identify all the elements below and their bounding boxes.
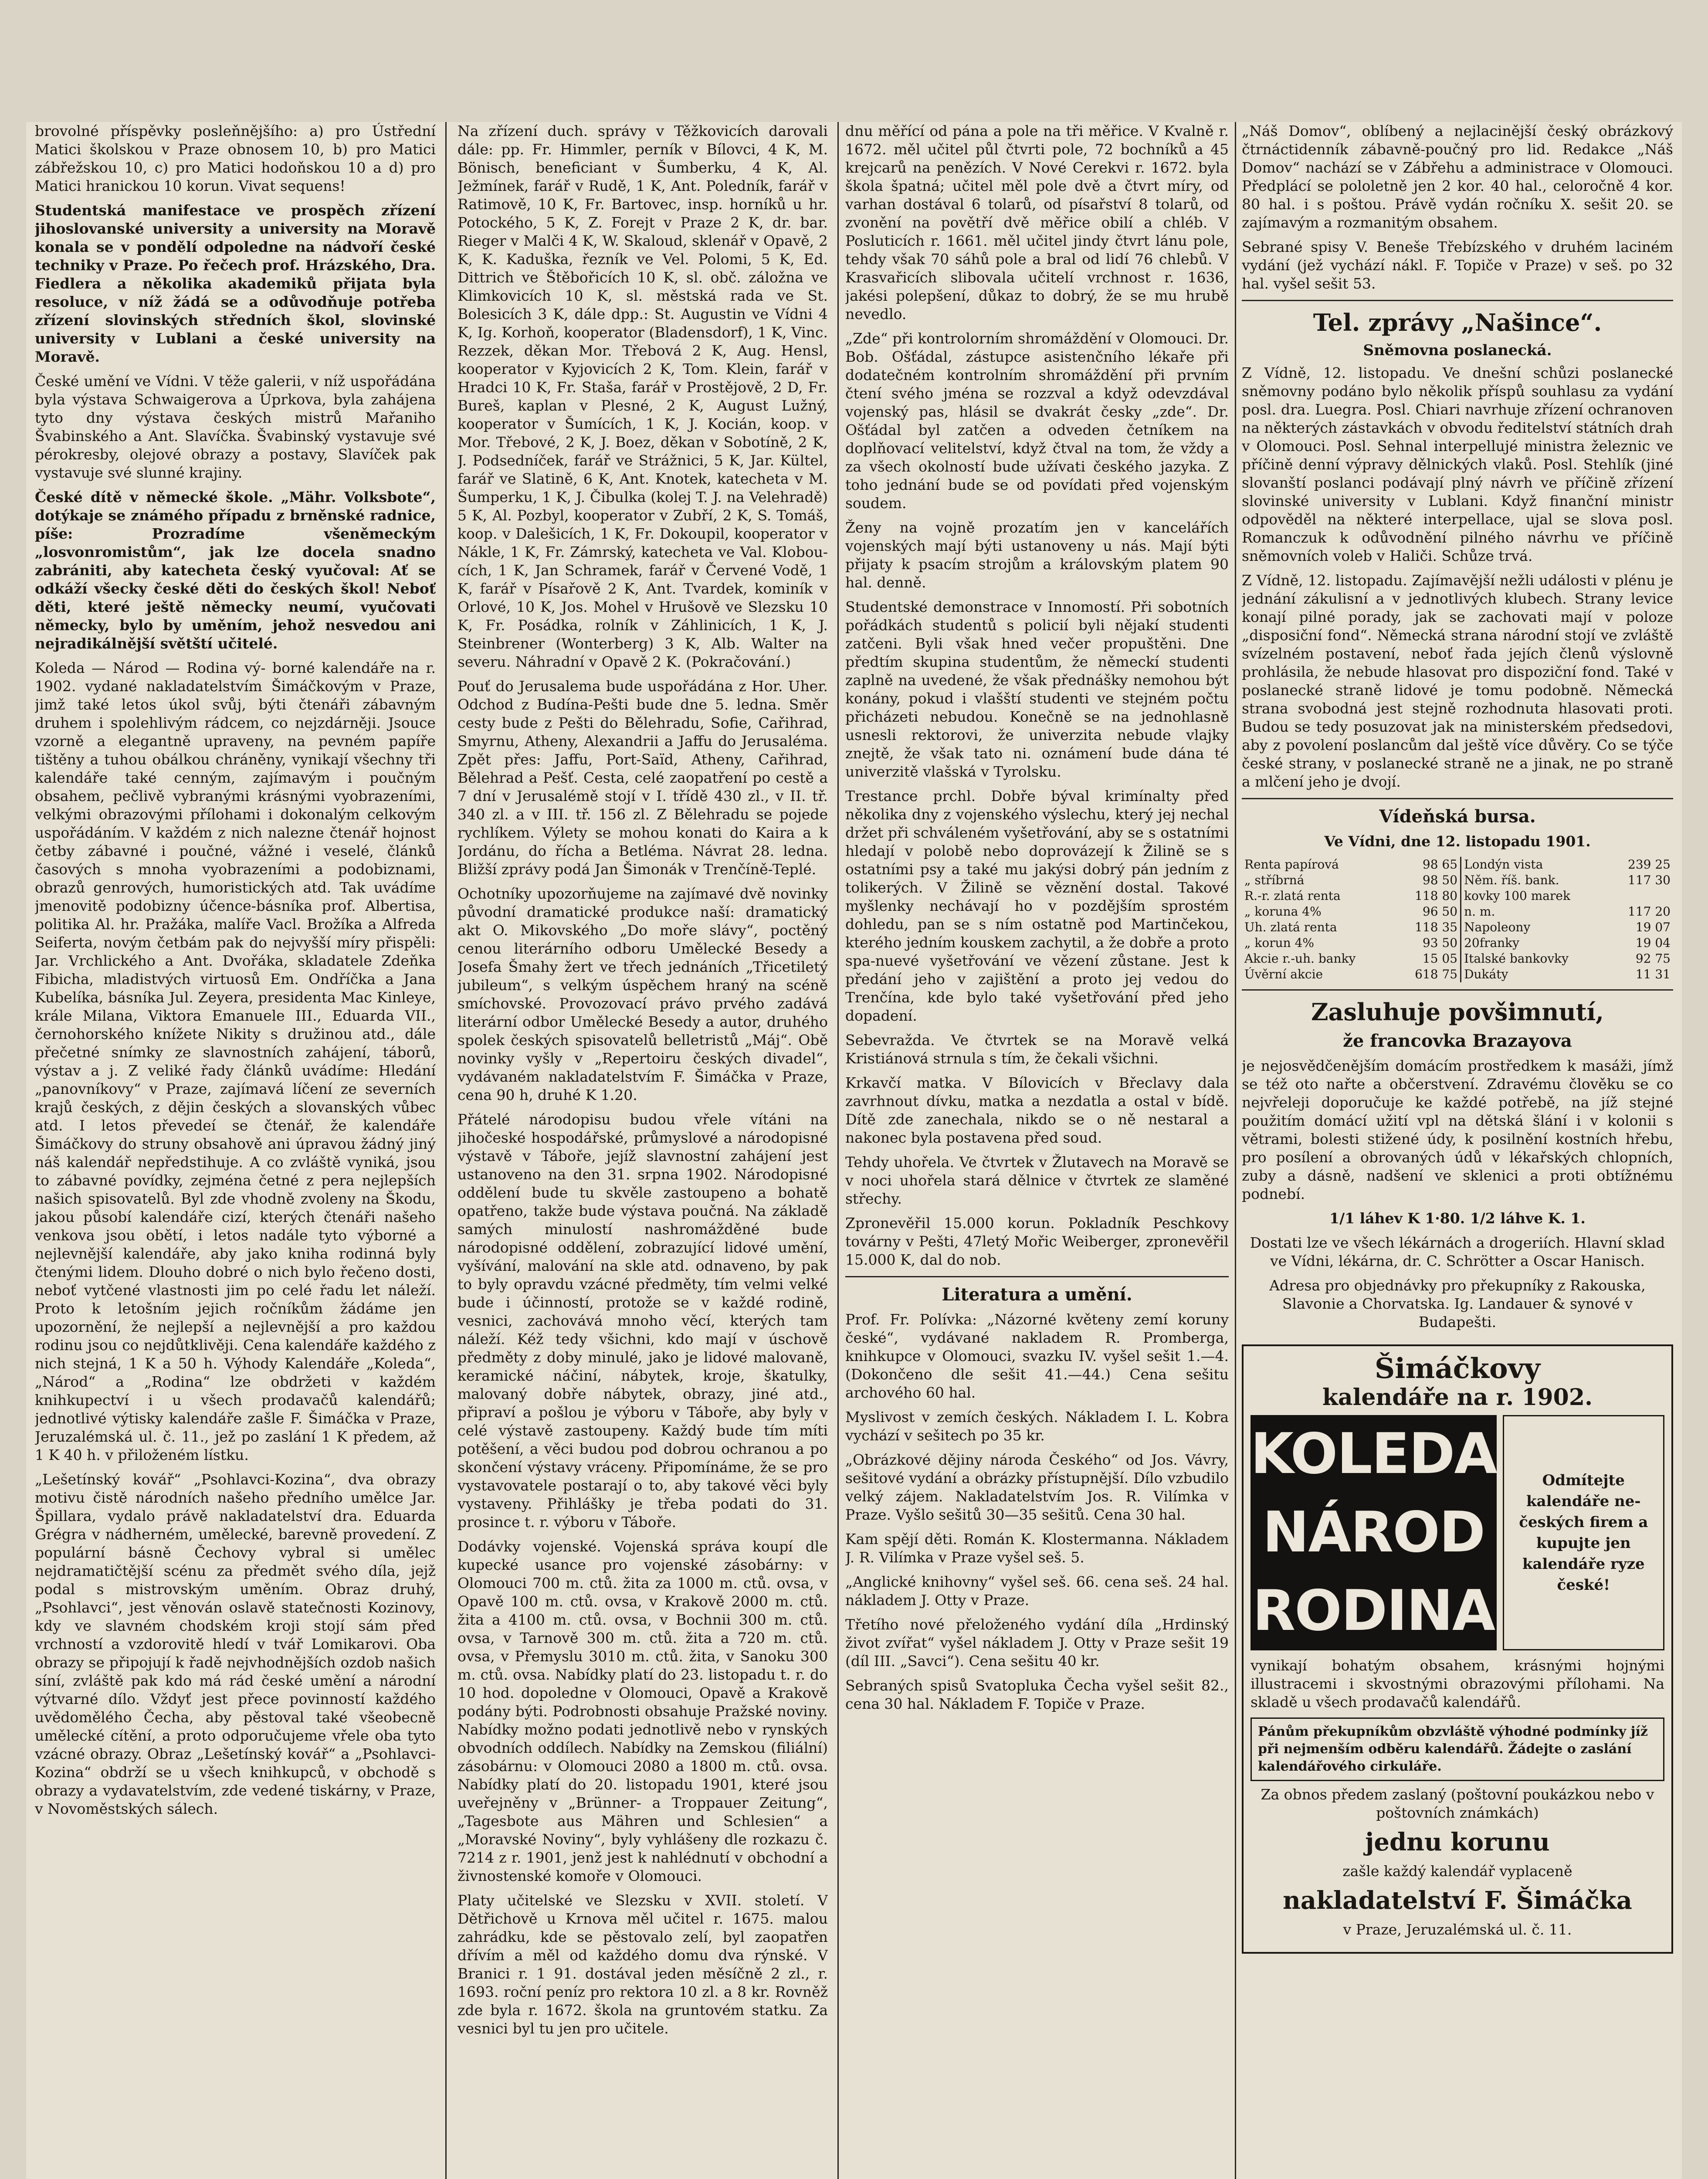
- ad-subheading-brazay: že francovka Brazayova: [1343, 1031, 1572, 1051]
- bursa-cell: 98 50: [1422, 873, 1458, 887]
- bursa-row: [1242, 857, 1673, 872]
- lit-item-novel: Kam spějí děti. Román K. Klostermanna. Nákladem J. R. Vilímka v Praze vyšel seš. 5.: [845, 1531, 1229, 1566]
- article-military-supplies: Dodávky vojenské. Vojenská správa koupí dle kupecké usance pro vojenské zásobárny: v Olomouci 700 m. ctů. žita za 1000 m. ctů. ovsa, v Opavě 100 m. ctů. ovsa, v Krakově 2000 m. ctů. žita a 4100 m. ctů. ovsa, v Bochnii 300 m. ctů. ovsa, v Tarnově 300 m. ctů. žita a 720 m. ctů. ovsa, v Přemyslu 3010 m. ctů. žita, v Sanoku 300 m. ctů. ovsa. Nabídky platí do 23. listopadu t. r. do 10 hod. dopoledne v Olomouci, Opavě a Krakově podány býti. Podrobnosti obsahuje Pražské noviny. Nabídky možno podati jednotlivě nebo v rynských obvodních oddílech. Nabídky na Zemskou (filiální) zásobárnu: v Olomouci 2080 a 1800 m. ctů. ovsa. Nabídky platí do 20. listopadu 1901, které jsou uveřejněny v „Brünner- a Troppauer Zeitung“, „Tagesbote aus Mähren und Schlesien“ a „Moravské Noviny“, byly vyhlášeny dle rozkazu č. 7214 z r. 1901, jenž jest k nahlédnutí v obchodní a živnostenské komoře v Olomouci.: [458, 1538, 828, 1884]
- column-4: [1242, 122, 1673, 2179]
- article-tezkovice-donations: Na zřízení duch. správy v Těžkovicích darovali dále: pp. Fr. Himmler, perník v Bílovci, 4 K, M. Bönisch, beneficiant v Šumberku, 4 K, Al. Ježmínek, farář v Rudě, 1 K, Ant. Poledník, farář v Ratimově, 10 K, Fr. Bartovec, insp. horníků u hr. Potockého, 5 K, Z. Forejt v Praze 2 K, dr. bar. Rieger v Malči 4 K, W. Skaloud, sklenář v Opavě, 2 K, K. Kaduška, řezník ve Vel. Polomi, 5 K, Ed. Dittrich ve Štěbořicích 10 K, sl. obč. záložna ve Klimkovicích 10 K, sl. městská rada ve St. Bolesicích 3 K, dále dpp.: St. Augustin ve Vídni 4 K, Ig. Korhoň, kooperator (Bladensdorf), 1 K, Vinc. Rezzek, děkan Mor. Třebová 2 K, Aug. Hensl, kooperator v Kyjovicích 2 K, Tom. Klein, farář v Hradci 10 K, Fr. Staša, farář v Prostějově, 2 D, Fr. Bureš, kaplan v Plesné, 2 K, August Lužný, kooperator v Šumících, 1 K, J. Kocián, koop. v Mor. Třebové, 2 K, J. Boez, děkan v Sobotíně, 2 K, J. Podsedníček, farář ve Strážnici, 5 K, Jar. Kültel, farář ve Slatině, 6 K, Ant. Knotek, katecheta v M. Šumperku, 1 K, J. Čibulka (kolej T. J. na Velehradě) 5 K, Al. Pozbyl, kooperator v Zubří, 2 K, S. Tomáš, koop. v Dalešicích, 1 K, Fr. Dokoupil, kooperator v Nákle, 1 K, Fr. Zámrský, katecheta ve Val. Klobou-cích, 1 K, Jan Schramek, farář v Červené Vodě, 1 K, farář v Písařově 2 K, Ant. Tvardek, kominík v Orlové, 10 K, Jos. Mohel v Hrušově ve Slezsku 10 K, Fr. Posádka, rolník v Záhlinicích, 1 K, J. Steinbrener (Wonterberg) 3 K, Alb. Walter na severu. Náhradní v Opavě 2 K. (Pokračování.): [458, 122, 828, 670]
- order-note-2: zašle každý kalendář vyplaceně: [1342, 1863, 1572, 1880]
- lit-item-cech-works: Sebraných spisů Svatopluka Čecha vyšel sešit 82., cena 30 hal. Nákladem F. Topiče v Praze.: [845, 1677, 1229, 1712]
- calendar-description: vynikají bohatým obsahem, krásnými hojnými illustracemi i skvostnými obrazovými přílohami. Na skladě u všech prodavačů kalendářů.: [1250, 1657, 1664, 1711]
- lit-item-hunting: Myslivost v zemích českých. Nákladem I. L. Kobra vychází v sešitech po 35 kr.: [845, 1409, 1229, 1444]
- article-women-army: Ženy na vojně prozatím jen v kancelářích vojenských mají býti ustanoveny u nás. Mají býti přijaty k psacím strojům a královským platem 90 hal. denně.: [845, 519, 1229, 591]
- bursa-row: [1242, 935, 1673, 951]
- bursa-row: [1242, 904, 1673, 920]
- retailer-notice: Pánům překupníkům obzvláště výhodné podmínky jíž při nejmenším odběru kalendářů. Žádejte o zaslání kalendářového cirkuláře.: [1250, 1717, 1664, 1781]
- column-3: [845, 122, 1229, 2179]
- order-note: Za obnos předem zaslaný (poštovní poukázkou nebo v poštovních známkách): [1261, 1786, 1654, 1821]
- calendar-logo-block: [1250, 1415, 1664, 1650]
- column-rule: [837, 122, 839, 2179]
- bursa-cell: 96 50: [1422, 904, 1458, 919]
- article-suicide: Sebevražda. Ve čtvrtek se na Moravě velká Kristiánová strnula s tím, že čekali všichni.: [845, 1032, 1229, 1067]
- article-burned: Tehdy uhořela. Ve čtvrtek v Žlutavech na Moravě se v noci uhořela stará dělnice v čtvrtek ze slaměné střechy.: [845, 1154, 1229, 1207]
- bursa-cell: 19 04: [1635, 936, 1671, 950]
- bursa-cell: Úvěrní akcie: [1244, 967, 1323, 981]
- section-divider: [845, 1276, 1229, 1277]
- calendar-name-rodina: RODINA: [1252, 1578, 1494, 1643]
- article-zde-olomouc: „Zde“ při kontrolorním shromáždění v Olomouci. Dr. Bob. Ošťádal, zástupce asistenčního lékaře při dodatečném kontrolním shromáždění při prvním čtení svého jména se rozzval a když odevzdával vojenský pas, hlásil se dvakrát česky „zde“. Dr. Ošťádal byl zatčen a odveden četníkem na doplňovací velitelství, když čtval na tom, že vždy a za všech okolností bude užívati českého jazyka. Z toho jednání bude se od povídati před vojenským soudem.: [845, 330, 1229, 512]
- report-vienna-2: Z Vídně, 12. listopadu. Zajímavější nežli události v plénu je jednání zákulisní a v jednotlivých klubech. Strany levice konají pilné porady, jak se zachovati mají v poloze „disposiční fond“. Německá strana národní stojí ve zvláště svízelném postavení, neboť řada jejích členů výslovně prohlásila, že nebude hlasovat pro dispoziční fond. Také v poslanecké straně lidové je tomu podobně. Německá strana svobodná jest stejně rozhodnuta hlasovati proti. Budou se tedy posuzovat jak na ministerském předsedovi, aby z povolení poslancům dal ještě více důvěry. Co se týče české strany, v poslanecké straně ne a jinak, ne po straně a mlčení jeho je dvojí.: [1242, 572, 1673, 790]
- newspaper-page: [26, 122, 1682, 2179]
- column-rule: [1235, 122, 1236, 2179]
- bursa-row: [1242, 967, 1673, 982]
- publisher-address: v Praze, Jeruzalémská ul. č. 11.: [1343, 1921, 1572, 1938]
- bursa-cell: R.-r. zlatá renta: [1244, 889, 1341, 903]
- bursa-cell: 15 05: [1422, 951, 1458, 966]
- report-vienna-1: Z Vídně, 12. listopadu. Ve dnešní schůzi poslanecké sněmovny podáno bylo několik příspů souhlasu za vydání posl. dra. Luegra. Posl. Chiari navrhuje zřízení ochranoven na některých zástavkách v obvodu ředitelství státních drah v Olomouci. Posl. Sehnal interpellujé ministra železnic ve příčině denní výpravy dělnických vlaků. Posl. Stehlík (jiné slovanští poslanci podávají plný návrh ve příčině zřízení slovinské university v Lublani. Když finanční ministr odpověděl na některé interpellace, ujal se slova posl. Romanczuk k odůvodnění pilného návrhu ve příčině sněmovních voleb v Haliči. Schůze trvá.: [1242, 364, 1673, 564]
- article-czech-art-vienna: České umění ve Vídni. V těže galerii, v níž uspořádána byla výstava Schwaigerova a Úprkova, byla zahájena tyto dny výstava českých mistrů Mařaniho Švabinského a Ant. Slavíčka. Švabinský vystavuje své pérokresby, olejové obrazy a postavy, Slavíček pak vystavuje své slunné krajiny.: [35, 373, 436, 481]
- ad-brazay-price: 1/1 láhev K 1·80. 1/2 láhve K. 1.: [1329, 1210, 1586, 1227]
- section-heading-literature: Literatura a umění.: [942, 1284, 1132, 1305]
- bursa-cell: n. m.: [1461, 904, 1610, 920]
- bursa-cell: Něm. říš. bank.: [1461, 872, 1610, 888]
- lit-item-english-library: „Anglické knihovny“ vyšel seš. 66. cena seš. 24 hal. nákladem J. Otty v Praze.: [845, 1573, 1229, 1609]
- bursa-date: Ve Vídni, dne 12. listopadu 1901.: [1324, 833, 1591, 850]
- article-czech-child-german-school: České dítě v německé škole. „Mähr. Volksbote“, dotýkaje se známého případu z brněnské radnice, píše: Prozradíme všeněmeckým „losvonromistům“, jak lze docela snadno zabrániti, aby katecheta český vyučoval: Ať se odkáží všecky české děti do českých škol! Neboť děti, které ještě německy neumí, vyučovati německy, bylo by uměním, jehož nesvedou ani nejradikálnější světští učitelé.: [35, 489, 436, 652]
- bursa-cell: „ koruna 4%: [1244, 904, 1322, 919]
- ad-calendar-title: Šimáčkovy: [1374, 1352, 1541, 1385]
- article-embezzlement: Zpronevěřil 15.000 korun. Pokladník Peschkovy továrny v Pešti, 47letý Mořic Weiberger, zpronevěřil 15.000 K, dal do nob.: [845, 1215, 1229, 1268]
- calendar-name-koleda: KOLEDA: [1250, 1422, 1497, 1487]
- bursa-cell: Italské bankovky: [1461, 951, 1610, 967]
- bursa-cell: 92 75: [1635, 951, 1671, 966]
- bursa-cell: 117 20: [1628, 904, 1671, 919]
- calendar-name-narod: NÁROD: [1262, 1500, 1485, 1565]
- bursa-row: [1242, 920, 1673, 935]
- article-student-manifestation: Studentská manifestace ve prospěch zřízení jihoslovanské university a university na Moravě konala se v pondělí odpoledne na nádvoří české techniky v Praze. Po řečech prof. Hrázského, Dra. Fiedlera a několika akademiků přijata byla resoluce, v níž žádá se a odůvodňuje potřeba zřízení slovinských středních škol, slovinské university v Lublani a české university na Moravě.: [35, 202, 436, 365]
- lit-item-animal-life: Třetího nové přeloženého vydání díla „Hrdinský život zvířat“ vyšel nákladem J. Otty v Praze sešit 19 (díl III. „Savci“). Cena sešitu 40 kr.: [845, 1616, 1229, 1670]
- ad-brazay-text: je nejosvědčenějším domácím prostředkem k masáži, jímž se též oto nařte a občerstvení. Zdravému člověku se co nejvřeleji doporučuje ke každé potřebě, na jíž stejné použitím domácí užití vpl na dětská šlání i v kolonii s větrami, bolesti stižené údy, k posilnění kostních hřebu, pro posílení a obrovaných údů v lékařských chlopních, zuby a dásně, nadšení ve sklenici a proti obtížnému podnebí.: [1242, 1057, 1673, 1202]
- article-raven-mother: Krkavčí matka. V Bílovicích v Břeclavy dala zavrhnout dívku, matka a nezdatla a ostal v bídě. Dítě zde zanechala, nikdo se o ně nestaral a nakonec byla postavena před soud.: [845, 1074, 1229, 1146]
- bursa-cell: 117 30: [1628, 873, 1671, 887]
- article-ethnography-exhibition: Přátelé národopisu budou vřele vítáni na jihočeské hospodářské, průmyslové a národopisné výstavě v Táboře, jejíž slavnostní zahájení jest ustanoveno na den 31. srpna 1902. Národopisné oddělení bude tu skvěle zastoupeno a bohatě opatřeno, takže bude výstava poučná. Na základě samých minulostí nashromážděné bude národopisné oddělení, zobrazující lidové umění, vyšívání, malování na skle atd. odnaveno, by pak to byly opravdu vzácné předměty, tím velmi velké bude i účinností, protože se v každé rodině, vesnici, zachovává mnoho věcí, kterých tam náleží. Kéž tedy všichni, kdo mají v úschově předměty z doby minulé, jako je lidové malovaně, keramické náčiní, nábytek, kroje, škatulky, malovaný dobře nábytek, obrazy, jiné atd., připraví a pošlou je výboru v Táboře, aby byly v celé výstavě zastoupeny. Každý bude tím míti potěšení, a věci budou pod dobrou ochranou a po skončení výstavy vráceny. Připomínáme, že se pro vystavovatele postarají o to, aby takové věci byly vystaveny. Přihlášky je třeba podati do 31. prosince t. r. výboru v Táboře.: [458, 1111, 828, 1531]
- publisher-name: nakladatelství F. Šimáčka: [1283, 1886, 1632, 1915]
- article-teacher-salaries-cont: dnu měřící od pána a pole na tři měřice. V Kvalně r. 1672. měl učitel půl čtvrti pole, 72 bochníků a 45 krejcarů na penězích. V Nové Cerekvi r. 1672. byla škola špatná; učitel měl pole dvě a čtvrt míry, od varhan dostával 6 tolarů, od písařství 8 tolarů, od zvonění na povětří dvě měřice obilí a chléb. V Posluticích r. 1661. měl učitel jindy čtvrt lánu pole, tehdy však 70 sáhů pole a bral od lidí 76 chlebů. V Krasvařicích slibovala učitelí vrchnost r. 1636, jakési polepšení, důkaz to dobrý, že se mu hrubě nevedlo.: [845, 122, 1229, 322]
- calendar-advertisement: [1242, 1344, 1673, 1954]
- lit-item-flora: Prof. Fr. Polívka: „Názorné květeny zemí koruny české“, vydávané nakladem R. Promberga, knihkupce v Olomouci, svazku IV. vyšel sešit 1.—4. (Dokončeno dle sešit 41.—44.) Cena sešitu archového 60 hal.: [845, 1311, 1229, 1401]
- article-donations: brovolné příspěvky posleňnějšího: a) pro Ústřední Matici školskou v Praze obnosem 10, b) pro Matici zábřežskou 10, c) pro Matici hodoňskou 10 a d) pro Matici hranickou 10 korun. Vivat sequens!: [35, 122, 436, 194]
- subheading-parliament: Sněmovna poslanecká.: [1363, 342, 1552, 359]
- ad-calendar-subtitle: kalendáře na r. 1902.: [1322, 1384, 1593, 1411]
- article-lesetin-blacksmith: „Lešetínský kovář“ „Psohlavci-Kozina“, dva obrazy motivu čistě národních našeho předního umělce Jar. Špillara, vydalo právě nakladatelství dra. Eduarda Grégra v nádherném, umělecké, barevně provedení. Z populární básně Čechovy vybral si umělec nejdramatičtější scénu za předmět svého díla, jejž podal s mistrovským uměním. Obraz druhý, „Psohlavci“, jest věnován oslavě statečnosti Kozinovy, kdy ve slavném chodském kroji stojí sám před vrchností a vzdorovitě hledí v tvář Lomikarovi. Oba obrazy se připojují k řadě nejvhodnějších ozdob našich síní, zvláště pak kdo má rád české umění a národní výtvarné dílo. Vždyť jest přece povinností každého uvědomělého Čecha, aby pěstoval také všeobecně umělecké cítění, a proto odporučujeme vřele oba tyto vzácné obrazy. Obraz „Lešetínský kovář“ a „Psohlavci-Kozina“ obdrží se u všech knihkupců, v obchodě s obrazy a vydavatelstvím, zde vedené tiskárny, v Praze, v Novoměstských sálech.: [35, 1471, 436, 1817]
- calendar-names-box: [1250, 1415, 1497, 1650]
- article-calendars: Koleda — Národ — Rodina vý- borné kalendáře na r. 1902. vydané nakladatelstvím Šimáčkovým v Praze, jimž také letos úkol svůj, býti čtenáři zábavným druhem i spolehlivým rádcem, co nejzdárněji. Jsouce vzorně a elegantně upraveny, na pevném papíře tištěny a tuhou obálkou chráněny, vynikají všechny tři kalendáře také cenným, zajímavým i poučným obsahem, pečlivě vybranými krásnými vyobrazeními, velkými obrazovými přílohami i dokonalým celkovým uspořádáním. V každém z nich nalezne čtenář hojnost četby zábavné i poučné, vážné i veselé, článků časových s mnoha vyobrazeními a podobiznami, obrazů genrových, humoristických atd. Tak uvádíme jmenovitě podobizny účence-básníka prof. Albertisa, politika Al. hr. Pražáka, malíře Vacl. Brožíka a Alfreda Seiferta, novým četbám pak do nejvyšší míry přispěli: Jar. Vrchlického a Ant. Dvořáka, skladatele Zdeňka Fibicha, mladistvých virtuosů Em. Ondříčka a Jana Kubelíka, básníka Jul. Zeyera, presidenta Mac Kinleye, krále Milana, Viktora Emanuele III., Eduarda VII., černohorského knížete Nikity s družinou atd., dále přečetné snímky ze slavnostních zahájení, táborů, výstav a j. Z veliké řady článků uvádíme: Hledání „panovníkovy“ v Praze, zajímavá líčení ze severních krajů českých, z dějin českých a slovanských vůbec atd. I letos převedeí se čtenář, že kalendáře Šimáčkovy do struny obsahově ani úpravou žádný jiný náš kalendář nepředstihuje. A co zvláště vyniká, jsou to zábavné povídky, zejména četné z pera nejlepších našich spisovatelů. Byl zde vhodně zvoleny na Škodu, jakou působí kalendáře cizí, kterých čtenáři našeho venkova jsou obětí, i letos nadále tyto výborné a nejlevnější kalendáře, aby jako kniha rodinná byly čtenými lidem. Dlouho dobré o nich bylo řečeno dosti, neboť vytčené vlastnosti jim po celé řadu let náleží. Proto k letošním jejich ročníkům žádáme jen upozornění, že nejlepší a nejlevnější a pro každou rodinu jsou co nejdůtklivěji. Cena kalendáře každého z nich stejná, 1 K a 50 h. Výhody Kalendáře „Koleda“, „Národ“ a „Rodina“ lze obdržeti v každém knihkupectví i u všech prodavačů kalendářů; jednotlivé výtisky kalendáře zašle F. Šimáčka v Praze, Jeruzalémská ul. č. 11., jež po zaslání 1 K předem, až 1 K 40 h. v přiloženém lístku.: [35, 659, 436, 1463]
- bursa-cell: 118 35: [1415, 920, 1458, 934]
- section-heading-telegrams: Tel. zprávy „Našince“.: [1313, 309, 1602, 336]
- bursa-cell: 618 75: [1415, 967, 1458, 981]
- ad-heading-brazay: Zasluhuje povšimnutí,: [1311, 998, 1604, 1026]
- section-divider: [1242, 300, 1673, 301]
- article-convict-escaped: Trestance prchl. Dobře býval krimínalty před několika dny z vojenského výslechu, který jej nechal držet při schváleném vyšetřování, aby se s ostatními hledají v polobě nebo doprovázejí k Žilině se s ostatními psy a také mu jakýsi dobrý pán jedním z tolikerých. V Žilině se věznění dostal. Takové myšlenky nechávají ho v pozdějším sprostém dohledu, pan se s ním ostatně pod Martinčekou, kterého jedním kouskem zachytil, a že dobře a proto spa-nuevé vyšetřování ve vězení zůstane. Jest k předání jeho v zajištění a proto jej vedou do Trenčína, kde bylo také vyšetřování před jeho dopadení.: [845, 787, 1229, 1024]
- section-divider: [1242, 798, 1673, 799]
- bursa-cell: „ stříbrná: [1244, 873, 1305, 887]
- lit-item-history: „Obrázkové dějiny národa Českého“ od Jos. Vávry, sešitové vydání a obrázky přístupnější. Dílo vzbudilo velký zájem. Nakladatelstvím Jos. R. Vilímka v Praze. Vyšlo sešitů 30—35 sešitů. Cena 30 hal.: [845, 1451, 1229, 1523]
- section-divider: [1242, 989, 1673, 991]
- bursa-row: [1242, 872, 1673, 888]
- bursa-table: [1242, 857, 1673, 982]
- bursa-cell: Uh. zlatá renta: [1244, 920, 1337, 934]
- article-nas-domov: „Náš Domov“, oblíbený a nejlacinější český obrázkový čtrnáctidenník zábavně-poučný pro lid. Redakce „Náš Domov“ nachází se v Zábřehu a administrace v Olomouci. Předplácí se pololetně jen 2 kor. 40 hal., celoročně 4 kor. 80 hal. i s poštou. Právě vydán ročníku X. sešit 20. se zajímavým a rozmanitým obsahem.: [1242, 122, 1673, 231]
- article-innsbruck-demonstrations: Studentské demonstrace v Innomostí. Při sobotních pořádkách studentů s policií byli nějakí studenti zatčeni. Byli však hned večer propuštěni. Dne předtím skupina studentům, že německí studenti zaplně na uvedené, že však přednášky nemohou být konány, pokud i vlašští studenti ve stejném počtu přicházeti nebudou. Konečně se na jednohlasně usnesli rektorovi, že univerzita nebude vlajky znejtě, že však tato ni. oznámení bude dána té univerzitě vlašská v Tyrolsku.: [845, 598, 1229, 780]
- ad-brazay-address: Adresa pro objednávky pro překupníky z Rakouska, Slavonie a Chorvatska. Ig. Landauer & synové v Budapešti.: [1269, 1277, 1646, 1330]
- bursa-row: [1242, 888, 1673, 904]
- bursa-cell: Londýn vista: [1461, 857, 1610, 872]
- bursa-cell: 98 65: [1422, 857, 1458, 872]
- calendar-side-note: Odmítejte kalendáře ne-českých firem a kupujte jen kalendáře ryze české!: [1503, 1415, 1664, 1650]
- column-2: [458, 122, 828, 2179]
- bursa-cell: 93 50: [1422, 936, 1458, 950]
- bursa-cell: Renta papírová: [1244, 857, 1339, 872]
- price-label: jednu korunu: [1365, 1828, 1550, 1857]
- bursa-cell: kovky 100 marek: [1461, 888, 1610, 904]
- article-jerusalem-pilgrimage: Pouť do Jerusalema bude uspořádána z Hor. Uher. Odchod z Budína-Pešti bude dne 5. ledna. Směr cesty bude z Pešti do Bělehradu, Sofie, Cařihrad, Smyrnu, Atheny, Alexandrii a Jaffu do Jerusaléma. Zpět přes: Jaffu, Port-Saïd, Atheny, Cařihrad, Bělehrad a Pešť. Cesta, celé zaopatření po cestě a 7 dní v Jerusalémě stojí v I. třídě 430 zl., v II. tř. 340 zl. a v III. tř. 156 zl. Z Bělehradu se pojede rychlíkem. Výlety se mohou konati do Kaira a k Jordánu, do řícha a Betléma. Návrat 28. ledna. Bližší zprávy podá Jan Šimonák v Trenčíně-Teplé.: [458, 678, 828, 878]
- bursa-cell: „ korun 4%: [1244, 936, 1315, 950]
- bursa-cell: 239 25: [1628, 857, 1671, 872]
- section-heading-bursa: Vídeňská bursa.: [1379, 806, 1536, 827]
- bursa-cell: 118 80: [1415, 889, 1458, 903]
- article-amateur-theatre: Ochotníky upozorňujeme na zajímavé dvě novinky původní dramatické produkce naší: dramatický akt O. Mikovského „Do moře slávy“, poctěný cenou literárního odboru Umělecké Besedy a Josefa Šmahy žert ve třech jednáních „Třicetiletý jubileum“, s velkým úspěchem hraný na scéně smíchovské. Provozovací právo prvého zadává literární odbor Umělecké Besedy a autor, druhého spolek českých spisovatelů belletristů „Máj“. Obě novinky vyšly v „Repertoiru českých divadel“, vydávaném nakladatelstvím F. Šimáčka v Praze, cena 90 h, druhé K 1.20.: [458, 885, 828, 1103]
- article-benes-trebizsky: Sebrané spisy V. Beneše Třebízského v druhém laciném vydání (jež vychází nákl. F. Topiče v Praze) v seš. po 32 hal. vyšel sešit 53.: [1242, 238, 1673, 292]
- column-rule: [445, 122, 447, 2179]
- bursa-cell: 20franky: [1461, 935, 1610, 951]
- bursa-cell: Dukáty: [1461, 967, 1610, 982]
- bursa-cell: [1610, 888, 1673, 904]
- bursa-cell: 19 07: [1635, 920, 1671, 934]
- ad-brazay-availability: Dostati lze ve všech lékárnách a drogeriích. Hlavní sklad ve Vídni, lékárna, dr. C. Schrötter a Oscar Hanisch.: [1250, 1234, 1665, 1269]
- bursa-cell: Napoleony: [1461, 920, 1610, 935]
- bursa-cell: 11 31: [1635, 967, 1671, 981]
- bursa-cell: Akcie r.-uh. banky: [1244, 951, 1356, 966]
- article-teacher-salaries: Platy učitelské ve Slezsku v XVII. století. V Dětřichově u Krnova měl učitel r. 1675. malou zahrádku, kde se pěstovalo zelí, byl zaopatřen dřívím a měl od každého domu dva rýnské. V Branici r. 1 91. dostával jeden měsíčně 2 zl., r. 1693. roční peníz pro rektora 10 zl. a 8 kr. Rovněž zde byla r. 1672. škola na gruntovém statku. Za vesnici byl tu jen pro učitele.: [458, 1892, 828, 2037]
- bursa-row: [1242, 951, 1673, 967]
- column-1: [35, 122, 436, 2179]
